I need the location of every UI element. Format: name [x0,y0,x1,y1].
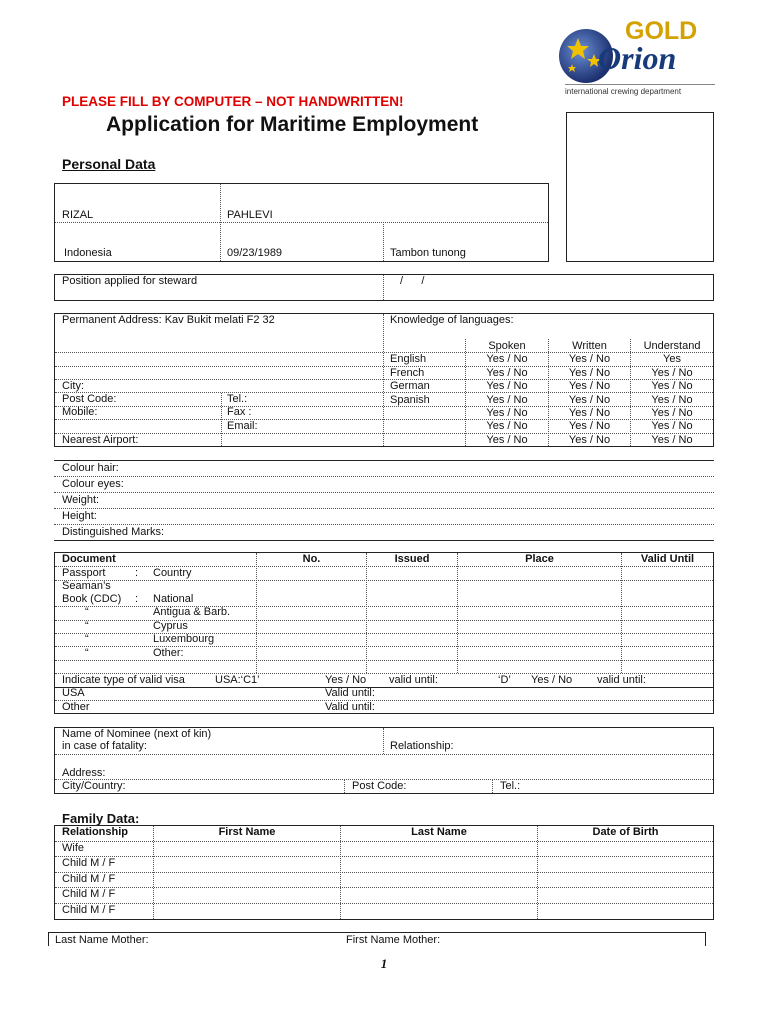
lang-understand-cell[interactable]: Yes / No [651,367,693,379]
languages-label: Knowledge of languages: [390,314,514,326]
lang-name-cell: German [390,380,430,392]
divider [55,580,713,581]
divider [54,476,714,477]
lang-header-written: Written [572,340,607,352]
seaman-label-2: Book (CDC) [62,593,122,605]
divider [366,553,367,673]
marks-label[interactable]: Distinguished Marks: [62,526,165,538]
last-name-mother-label[interactable]: Last Name Mother: [55,934,149,946]
divider [705,932,706,946]
flag-cyprus: Cyprus [153,620,188,632]
seaman-label-1: Seaman’s [62,580,111,592]
family-relationship-cell[interactable]: Child M / F [62,857,116,869]
page-title: Application for Maritime Employment [106,113,479,136]
flag-antigua: Antigua & Barb. [153,606,231,618]
family-header-relationship: Relationship [62,826,129,838]
visa-c1-yes-no[interactable]: Yes / No [325,674,367,686]
first-name-value[interactable]: PAHLEVI [227,209,273,221]
family-relationship-cell[interactable]: Child M / F [62,888,116,900]
divider [54,524,714,525]
divider [55,841,713,842]
family-header-dob: Date of Birth [592,826,659,838]
flag-other: Other: [153,647,184,659]
divider [55,903,713,904]
divider [55,754,713,755]
passport-country: Country [153,567,192,579]
divider [55,700,713,701]
divider [55,872,713,873]
weight-label[interactable]: Weight: [62,494,100,506]
seaman-national: National [153,593,194,605]
first-name-mother-label[interactable]: First Name Mother: [346,934,441,946]
lang-understand-cell[interactable]: Yes / No [651,380,693,392]
ditto-mark: “ [85,606,89,618]
ditto-mark: “ [85,647,89,659]
visa-d-label: ‘D’ [498,674,511,686]
family-header-last-name: Last Name [411,826,467,838]
nominee-name-label-1[interactable]: Name of Nominee (next of kin) [62,728,212,740]
height-label[interactable]: Height: [62,510,97,522]
nominee-name-label-2[interactable]: in case of fatality: [62,740,147,752]
divider [457,553,458,673]
place-of-birth-value[interactable]: Tambon tunong [390,247,466,259]
visa-label: Indicate type of valid visa [62,674,185,686]
lang-spoken-cell[interactable]: Yes / No [486,380,528,392]
post-code-label[interactable]: Post Code: [62,393,117,405]
lang-understand-cell[interactable]: Yes / No [651,394,693,406]
nationality-value[interactable]: Indonesia [64,247,112,259]
nominee-postcode-label[interactable]: Post Code: [352,780,407,792]
family-data-title: Family Data: [62,811,140,826]
family-relationship-cell[interactable]: Child M / F [62,904,116,916]
divider [54,492,714,493]
divider [54,460,714,461]
ditto-mark: “ [85,633,89,645]
doc-header-place: Place [525,553,554,565]
lang-understand-cell[interactable]: Yes / No [651,407,693,419]
divider [621,553,622,673]
eyes-label[interactable]: Colour eyes: [62,478,124,490]
lang-understand-cell[interactable]: Yes [663,353,681,365]
city-label[interactable]: City: [62,380,84,392]
lang-written-cell[interactable]: Yes / No [568,420,611,432]
visa-c1-valid-until[interactable]: valid until: [389,674,438,686]
divider [383,314,384,446]
email-label[interactable]: Email: [227,420,258,432]
divider [48,932,706,933]
lang-written-cell[interactable]: Yes / No [568,353,611,365]
fill-warning: PLEASE FILL BY COMPUTER – NOT HANDWRITTEN! [62,94,404,109]
lang-written-cell[interactable]: Yes / No [568,394,611,406]
lang-spoken-cell[interactable]: Yes / No [486,420,528,432]
lang-written-cell[interactable]: Yes / No [568,407,611,419]
visa-other-valid-until[interactable]: Valid until: [325,701,375,713]
visa-usa-type: USA:‘C1’ [215,674,260,686]
divider [54,508,714,509]
photo-box[interactable] [566,112,714,262]
lang-name-cell: English [390,353,427,365]
visa-d-valid-until[interactable]: valid until: [597,674,646,686]
lang-name-cell: French [390,367,425,379]
lang-header-understand: Understand [643,340,701,352]
divider [54,540,714,541]
logo-subtitle: international crewing department [565,87,682,96]
ditto-mark: “ [85,620,89,632]
family-relationship-cell[interactable]: Child M / F [62,873,116,885]
divider [55,687,713,688]
logo-gold-text: GOLD [625,17,698,45]
lang-spoken-cell[interactable]: Yes / No [486,394,528,406]
airport-label[interactable]: Nearest Airport: [62,434,139,446]
doc-header-valid-until: Valid Until [640,553,695,565]
visa-usa-label: USA [62,687,85,699]
lang-understand-cell[interactable]: Yes / No [651,434,693,446]
permanent-address[interactable]: Permanent Address: Kav Bukit melati F2 32 [62,314,275,326]
tel-label[interactable]: Tel.: [227,393,248,405]
family-header-first-name: First Name [218,826,276,838]
family-relationship-cell[interactable]: Wife [62,842,84,854]
nominee-relationship-label[interactable]: Relationship: [390,740,454,752]
visa-usa-valid-until[interactable]: Valid until: [325,687,375,699]
divider [55,856,713,857]
date-slashes: / / [400,275,425,287]
flag-luxembourg: Luxembourg [153,633,215,645]
divider [383,728,384,754]
divider [55,660,713,661]
lang-spoken-cell[interactable]: Yes / No [486,407,528,419]
lang-header-spoken: Spoken [488,340,526,352]
lang-written-cell[interactable]: Yes / No [568,380,611,392]
lang-spoken-cell[interactable]: Yes / No [486,353,528,365]
nominee-tel-label[interactable]: Tel.: [500,780,521,792]
position-label[interactable]: Position applied for steward [62,275,198,287]
last-name-value[interactable]: RIZAL [62,209,94,221]
hair-label[interactable]: Colour hair: [62,462,119,474]
divider [492,780,493,793]
passport-label: Passport [62,567,106,579]
visa-other-label: Other [62,701,90,713]
seaman-colon: : [135,593,139,605]
nominee-city-label[interactable]: City/Country: [62,780,126,792]
divider [55,222,548,223]
divider [344,780,345,793]
doc-header-document: Document [62,553,116,565]
section-title-personal: Personal Data [62,156,156,172]
divider [383,222,384,261]
lang-spoken-cell[interactable]: Yes / No [486,367,528,379]
fax-label[interactable]: Fax : [227,406,252,418]
nominee-address-label[interactable]: Address: [62,767,106,779]
dob-value[interactable]: 09/23/1989 [227,247,283,259]
lang-name-cell: Spanish [390,394,430,406]
lang-written-cell[interactable]: Yes / No [568,434,611,446]
lang-understand-cell[interactable]: Yes / No [651,420,693,432]
logo-orion-text: Orion [598,40,677,76]
page-number: 1 [380,956,388,971]
divider [383,275,384,300]
mobile-label[interactable]: Mobile: [62,406,98,418]
lang-written-cell[interactable]: Yes / No [568,367,611,379]
visa-d-yes-no[interactable]: Yes / No [531,674,573,686]
doc-header-no: No. [302,553,321,565]
divider [256,553,257,673]
passport-colon: : [135,567,139,579]
lang-spoken-cell[interactable]: Yes / No [486,434,528,446]
divider [48,932,49,946]
doc-header-issued: Issued [394,553,430,565]
divider [55,887,713,888]
